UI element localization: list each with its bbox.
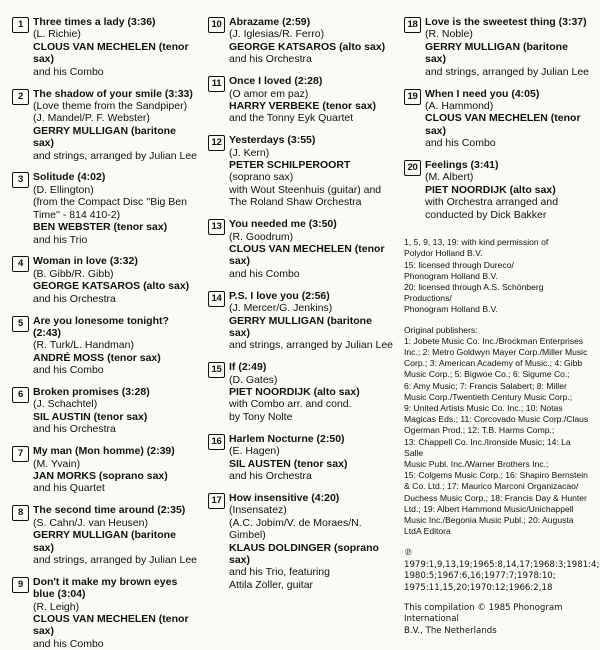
track-credit-line: (B. Gibb/R. Gibb) bbox=[33, 267, 114, 280]
publisher-line: 13: Chappell Co. Inc./Ironside Music; 14: La Salle bbox=[404, 436, 571, 458]
track-number: 4 bbox=[12, 256, 29, 272]
track-listing bbox=[12, 315, 198, 377]
track-number: 17 bbox=[208, 493, 225, 509]
track-title: How insensitive (4:20) bbox=[229, 491, 340, 504]
track-credit-line: (M. Albert) bbox=[425, 171, 474, 184]
track-listing bbox=[404, 16, 590, 78]
track-listing bbox=[12, 386, 198, 436]
publisher-line: Music Corp.; 5: Bigwoe Co.; 6: Sigume Co.; bbox=[404, 369, 570, 380]
track-number: 13 bbox=[208, 219, 225, 235]
licensing-note-line: 1, 5, 9, 13, 19: with kind permission of bbox=[404, 237, 549, 248]
track-details bbox=[229, 433, 394, 483]
copyright-notices bbox=[404, 548, 600, 637]
track-credit-line: CLOUS VAN MECHELEN (tenor sax) bbox=[33, 40, 189, 66]
track-title: Don't it make my brown eyes bbox=[33, 575, 178, 588]
track-credit-line: with Orchestra arranged and bbox=[425, 196, 559, 209]
track-listing bbox=[12, 445, 198, 495]
divider-space bbox=[404, 594, 590, 603]
track-credit-line: and strings, arranged by Julian Lee bbox=[425, 65, 590, 78]
track-listing bbox=[12, 576, 198, 650]
track-title: Three times a lady (3:36) bbox=[33, 16, 156, 28]
track-credit-line: and his Combo bbox=[229, 267, 300, 280]
track-credit-line: GEORGE KATSAROS (alto sax) bbox=[33, 280, 190, 293]
track-title: If (2:49) bbox=[229, 361, 267, 374]
track-title: Solitude (4:02) bbox=[33, 171, 106, 184]
track-credit-line: and his Orchestra bbox=[33, 292, 116, 305]
track-credit-line: CLOUS VAN MECHELEN (tenor sax) bbox=[425, 112, 581, 137]
track-credit-line: The Roland Shaw Orchestra bbox=[229, 196, 362, 209]
publisher-line: LtdA Editora bbox=[404, 526, 451, 537]
tracklist-column-2 bbox=[208, 16, 394, 591]
publisher-line: & Co. Ltd.; 17: Maurico Marconi Organizacao/ bbox=[404, 481, 579, 492]
track-credit-line: (D. Ellington) bbox=[33, 183, 94, 196]
track-number: 15 bbox=[208, 362, 225, 378]
track-title: The shadow of your smile (3:33) bbox=[33, 87, 193, 100]
track-listing bbox=[208, 361, 394, 423]
track-details bbox=[229, 290, 394, 352]
track-listing bbox=[208, 290, 394, 352]
track-details bbox=[229, 361, 394, 423]
track-number: 16 bbox=[208, 434, 225, 450]
track-details bbox=[229, 492, 394, 591]
track-details bbox=[229, 16, 394, 66]
track-details bbox=[33, 171, 198, 245]
track-title: Love is the sweetest thing (3:37) bbox=[425, 16, 587, 28]
compilation-copyright-line: This compilation © 1985 Phonogram International bbox=[404, 603, 563, 625]
track-credit-line: GERRY MULLIGAN (baritone sax) bbox=[425, 40, 568, 66]
track-details bbox=[229, 75, 394, 125]
track-credit-line: (J. Mandel/P. F. Webster) bbox=[33, 112, 150, 125]
track-credit-line: CLOUS VAN MECHELEN (tenor sax) bbox=[229, 243, 385, 268]
licensing-note-line: 20: licensed through A.S. Schönberg Productions/ bbox=[404, 281, 544, 304]
track-number: 19 bbox=[404, 89, 421, 105]
publisher-line: Ogerman Prod.; 12: T.B. Harms Comp.; bbox=[404, 425, 555, 436]
track-details bbox=[229, 218, 394, 280]
track-credit-line: and his Trio, featuring bbox=[229, 566, 330, 579]
track-listing bbox=[404, 88, 590, 150]
track-credit-line: (R. Turk/L. Handman) bbox=[33, 339, 134, 352]
licensing-notes bbox=[404, 237, 590, 537]
track-details bbox=[33, 88, 198, 162]
track-credit-line: GERRY MULLIGAN (baritone sax) bbox=[33, 124, 176, 150]
track-details bbox=[33, 504, 198, 566]
track-details bbox=[425, 159, 590, 221]
track-listing bbox=[404, 159, 590, 221]
track-credit-line: (A. Hammond) bbox=[425, 99, 494, 112]
track-credit-line: and his Orchestra bbox=[229, 53, 312, 66]
track-listing bbox=[208, 75, 394, 125]
track-number: 18 bbox=[404, 17, 421, 33]
track-title: Broken promises (3:28) bbox=[33, 386, 150, 399]
track-credit-line: and his Trio bbox=[33, 233, 88, 246]
track-credit-line: HARRY VERBEKE (tenor sax) bbox=[229, 99, 377, 112]
track-number: 7 bbox=[12, 446, 29, 462]
track-credit-line: (S. Cahn/J. van Heusen) bbox=[33, 516, 148, 529]
publisher-line: Inc.; 2: Metro Goldwyn Mayer Corp./Miller Music bbox=[404, 346, 588, 357]
track-title: Once I loved (2:28) bbox=[229, 75, 323, 88]
track-details bbox=[33, 386, 198, 436]
track-number: 11 bbox=[208, 76, 225, 92]
publisher-line: Corp.; 3: American Academy of Music.; 4: Gibb bbox=[404, 358, 583, 369]
track-number: 2 bbox=[12, 89, 29, 105]
track-credit-line: PIET NOORDIJK (alto sax) bbox=[425, 183, 556, 196]
track-credit-line: SIL AUSTIN (tenor sax) bbox=[33, 410, 148, 423]
publisher-line: Magicas Eds.; 11: Corcovado Music Corp./Claus bbox=[404, 414, 589, 425]
track-listing bbox=[12, 171, 198, 245]
track-credit-line: Attila Zoller, guitar bbox=[229, 578, 314, 591]
track-title: Abrazame (2:59) bbox=[229, 16, 311, 28]
track-listing bbox=[208, 16, 394, 66]
track-credit-line: and his Combo bbox=[425, 137, 496, 150]
track-listing bbox=[12, 255, 198, 305]
track-credit-line: CLOUS VAN MECHELEN (tenor sax) bbox=[33, 613, 189, 638]
track-number: 14 bbox=[208, 291, 225, 307]
track-credit-line: PIET NOORDIJK (alto sax) bbox=[229, 386, 360, 399]
track-credit-line: with Wout Steenhuis (guitar) and bbox=[229, 183, 382, 196]
track-number: 9 bbox=[12, 577, 29, 593]
track-details bbox=[425, 16, 590, 78]
track-credit-line: (A.C. Jobim/V. de Moraes/N. Gimbel) bbox=[229, 516, 362, 542]
track-number: 5 bbox=[12, 316, 29, 332]
track-details bbox=[33, 445, 198, 495]
track-listing bbox=[208, 492, 394, 591]
publisher-line: 6: Amy Music; 7: Francis Salabert; 8: Miller bbox=[404, 380, 567, 391]
track-title: Feelings (3:41) bbox=[425, 159, 499, 172]
phonographic-copyright-line: 1975:11,15,20;1970:12;1966:2,18 bbox=[404, 582, 553, 593]
track-listing bbox=[12, 16, 198, 78]
track-credit-line: Time'' - 814 410-2) bbox=[33, 208, 121, 221]
track-credit-line: (M. Yvain) bbox=[33, 457, 81, 470]
track-listing bbox=[12, 504, 198, 566]
track-credit-line: with Combo arr. and cond. bbox=[229, 398, 352, 411]
track-title: My man (Mon homme) (2:39) bbox=[33, 445, 175, 458]
track-credit-line: (soprano sax) bbox=[229, 171, 294, 184]
track-details bbox=[425, 88, 590, 150]
track-credit-line: BEN WEBSTER (tenor sax) bbox=[33, 221, 168, 234]
track-credit-line: (R. Noble) bbox=[425, 28, 473, 41]
track-title: Yesterdays (3:55) bbox=[229, 134, 316, 147]
track-details bbox=[33, 255, 198, 305]
publisher-line: Music Publ. Inc./Warner Brothers Inc.; bbox=[404, 458, 549, 469]
publisher-line: 9: United Artists Music Co. Inc.; 10: Notas bbox=[404, 402, 563, 413]
publisher-line: Music Inc./Begonia Music Publ.; 20: Augusta bbox=[404, 514, 574, 525]
track-listing bbox=[12, 88, 198, 162]
track-title: When I need you (4:05) bbox=[425, 87, 540, 100]
publisher-line: 15: Colgems Music Corp.; 16: Shapiro Bernstein bbox=[404, 470, 588, 481]
track-credit-line: KLAUS DOLDINGER (soprano sax) bbox=[229, 541, 379, 566]
track-title: Woman in love (3:32) bbox=[33, 255, 138, 268]
track-credit-line: (J. Mercer/G. Jenkins) bbox=[229, 302, 333, 315]
tracklist-column-3 bbox=[404, 16, 600, 636]
track-credit-line: and his Combo bbox=[33, 637, 104, 650]
track-credit-line: and strings, arranged by Julian Lee bbox=[229, 339, 394, 352]
track-title: You needed me (3:50) bbox=[229, 218, 337, 231]
track-credit-line: GERRY MULLIGAN (baritone sax) bbox=[33, 529, 176, 554]
track-credit-line: JAN MORKS (soprano sax) bbox=[33, 470, 168, 482]
track-credit-line: and the Tonny Eyk Quartet bbox=[229, 112, 354, 125]
track-number: 20 bbox=[404, 160, 421, 176]
track-credit-line: and his Orchestra bbox=[33, 423, 116, 436]
track-number: 3 bbox=[12, 172, 29, 188]
track-credit-line: (J. Kern) bbox=[229, 146, 270, 159]
track-credit-line: (Love theme from the Sandpiper) bbox=[33, 99, 188, 112]
track-number: 8 bbox=[12, 505, 29, 521]
track-title: P.S. I love you (2:56) bbox=[229, 289, 330, 302]
track-credit-line: blue (3:04) bbox=[33, 588, 86, 601]
track-credit-line: (J. Schachtel) bbox=[33, 398, 98, 411]
track-number: 12 bbox=[208, 135, 225, 151]
track-credit-line: GEORGE KATSAROS (alto sax) bbox=[229, 40, 386, 53]
track-title: Harlem Nocturne (2:50) bbox=[229, 432, 345, 445]
track-credit-line: GERRY MULLIGAN (baritone sax) bbox=[229, 314, 372, 339]
track-credit-line: PETER SCHILPEROORT bbox=[229, 159, 351, 172]
track-credit-line: and strings, arranged by Julian Lee bbox=[33, 553, 198, 566]
track-credit-line: (D. Gates) bbox=[229, 373, 278, 386]
publisher-line: Duchess Music Corp.; 18: Francis Day & Hunter bbox=[404, 492, 587, 503]
track-listing bbox=[208, 134, 394, 208]
track-credit-line: (E. Hagen) bbox=[229, 445, 280, 458]
licensing-note-line: Phonogram Holland B.V. bbox=[404, 270, 498, 281]
track-title: Are you lonesome tonight? (2:43) bbox=[33, 314, 169, 339]
compilation-copyright-line: B.V., The Netherlands bbox=[404, 625, 497, 636]
licensing-note-line: 15: licensed through Dureco/ bbox=[404, 259, 514, 270]
track-credit-line: and strings, arranged by Julian Lee bbox=[33, 149, 198, 162]
track-credit-line: (R. Goodrum) bbox=[229, 230, 294, 243]
licensing-note-line: Phonogram Holland B.V. bbox=[404, 304, 498, 315]
divider-space bbox=[404, 316, 590, 325]
track-credit-line: (Insensatez) bbox=[229, 504, 287, 517]
track-credit-line: (R. Leigh) bbox=[33, 600, 80, 613]
track-title: The second time around (2:35) bbox=[33, 504, 186, 517]
track-credit-line: and his Combo bbox=[33, 65, 104, 78]
track-credit-line: (J. Iglesias/R. Ferro) bbox=[229, 28, 325, 41]
track-credit-line: (L. Richie) bbox=[33, 28, 81, 41]
licensing-note-line: Polydor Holland B.V. bbox=[404, 248, 483, 259]
publisher-line: Ltd.; 19: Albert Hammond Music/Unichappell bbox=[404, 503, 574, 514]
track-credit-line: and his Combo bbox=[33, 364, 104, 377]
publisher-line: 1: Jobete Music Co. Inc./Brockman Enterprises bbox=[404, 335, 584, 346]
track-details bbox=[33, 16, 198, 78]
track-number: 6 bbox=[12, 387, 29, 403]
track-credit-line: (O amor em paz) bbox=[229, 87, 309, 100]
track-listing bbox=[208, 218, 394, 280]
track-number: 1 bbox=[12, 17, 29, 33]
track-credit-line: by Tony Nolte bbox=[229, 410, 293, 423]
track-details bbox=[229, 134, 394, 208]
publisher-line: Music Corp./Twentieth Century Music Corp.; bbox=[404, 391, 573, 402]
track-credit-line: SIL AUSTEN (tenor sax) bbox=[229, 457, 348, 470]
track-credit-line: (from the Compact Disc ''Big Ben bbox=[33, 196, 187, 209]
track-details bbox=[33, 315, 198, 377]
track-details bbox=[33, 576, 198, 650]
track-credit-line: ANDRÉ MOSS (tenor sax) bbox=[33, 351, 161, 364]
track-credit-line: and his Orchestra bbox=[229, 470, 312, 482]
tracklist-column-1 bbox=[12, 16, 198, 650]
publishers-heading: Original publishers: bbox=[404, 324, 478, 335]
track-listing bbox=[208, 433, 394, 483]
track-credit-line: conducted by Dick Bakker bbox=[425, 208, 547, 221]
track-credit-line: and his Quartet bbox=[33, 482, 105, 495]
track-number: 10 bbox=[208, 17, 225, 33]
phonographic-copyright-line: 1980:5;1967:6,16;1977:7;1978:10; bbox=[404, 571, 556, 582]
phonographic-copyright-line: ℗ 1979:1,9,13,19;1965:8,14,17;1968:3;1981:4; bbox=[404, 548, 600, 570]
